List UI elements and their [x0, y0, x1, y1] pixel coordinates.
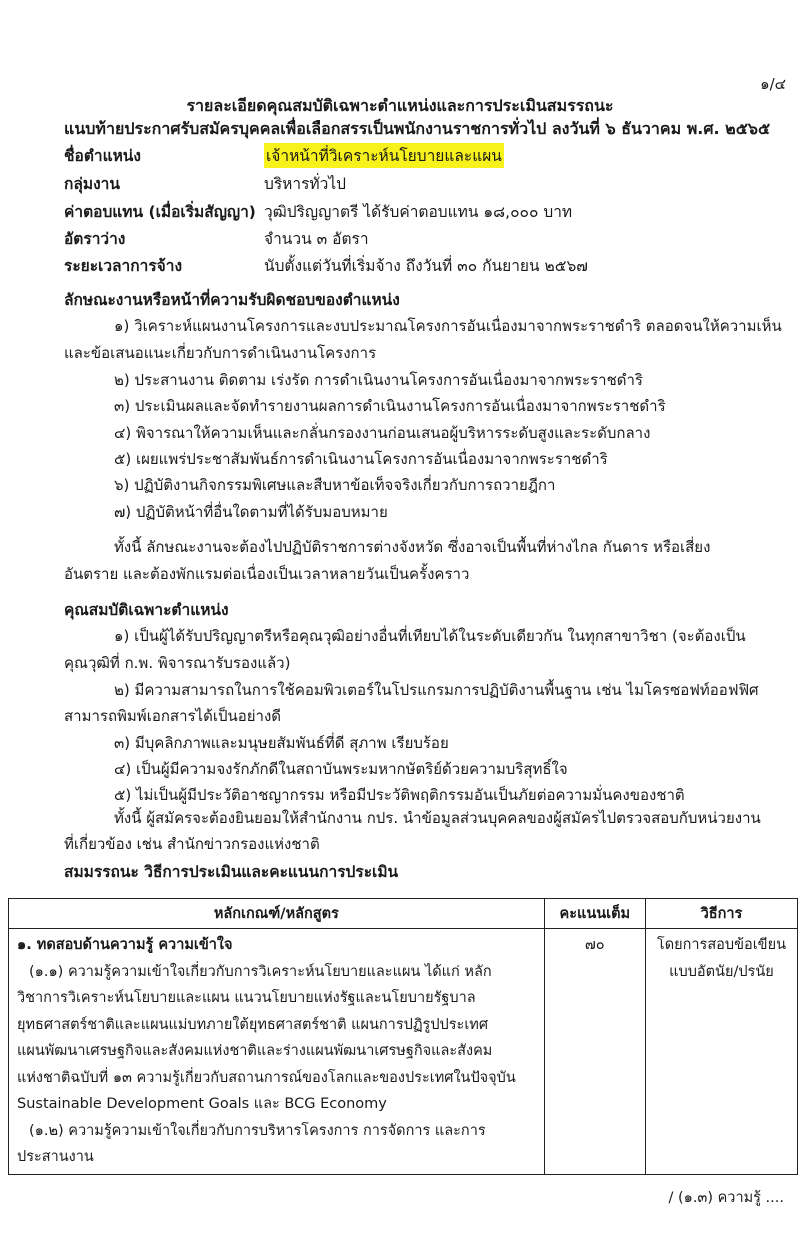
score-cell	[544, 929, 645, 1175]
info-label: ชื่อตำแหน่ง	[64, 147, 141, 165]
qualification-item: ๕) ไม่เป็นผู้มีประวัติอาชญากรรม หรือมีประวัติพฤติกรรมอันเป็นภัยต่อความมั่นคงของชาติ	[114, 786, 685, 804]
duty-item: ๔) พิจารณาให้ความเห็นและกลั่นกรองงานก่อนเสนอผู้บริหารระดับสูงและระดับกลาง	[114, 424, 651, 442]
duties-heading: ลักษณะงานหรือหน้าที่ความรับผิดชอบของตำแหน่ง	[64, 291, 400, 309]
criteria-line: ยุทธศาสตร์ชาติและแผนแม่บทภายใต้ยุทธศาสตร์ชาติ แผนการปฏิรูปประเทศ	[17, 1016, 489, 1033]
header-method: วิธีการ	[645, 899, 797, 929]
assessment-table	[8, 898, 798, 1175]
info-row-employment-period	[64, 253, 588, 278]
qualification-item: ๓) มีบุคลิกภาพและมนุษยสัมพันธ์ที่ดี สุภาพ เรียบร้อย	[114, 734, 449, 752]
criteria-title: ๑. ทดสอบด้านความรู้ ความเข้าใจ	[17, 937, 233, 953]
qualification-item-continued: คุณวุฒิที่ ก.พ. พิจารณารับรองแล้ว)	[64, 654, 291, 672]
criteria-cell	[9, 929, 545, 1175]
page-number: ๑/๔	[760, 75, 786, 93]
duties-note-continued: อันตราย และต้องพักแรมต่อเนื่องเป็นเวลาหลายวันเป็นครั้งคราว	[64, 565, 470, 583]
table-row	[9, 929, 798, 1175]
criteria-line: แผนพัฒนาเศรษฐกิจและสังคมแห่งชาติและร่างแผนพัฒนาเศรษฐกิจและสังคม	[17, 1043, 493, 1059]
info-label: ระยะเวลาการจ้าง	[64, 257, 183, 275]
duty-item: ๓) ประเมินผลและจัดทำรายงานผลการดำเนินงานโครงการอันเนื่องมาจากพระราชดำริ	[114, 397, 666, 415]
criteria-line: แห่งชาติฉบับที่ ๑๓ ความรู้เกี่ยวกับสถานการณ์ของโลกและของประเทศในปัจจุบัน	[17, 1069, 516, 1086]
criteria-line: Sustainable Development Goals และ BCG Economy	[17, 1096, 387, 1112]
duty-item: ๗) ปฏิบัติหน้าที่อื่นใดตามที่ได้รับมอบหมาย	[114, 503, 388, 521]
document-subtitle: แนบท้ายประกาศรับสมัครบุคคลเพื่อเลือกสรรเป็นพนักงานราชการทั่วไป ลงวันที่ ๖ ธันวาคม พ.ศ. ๒๕๖๕	[64, 119, 771, 138]
position-name-highlighted: เจ้าหน้าที่วิเคราะห์นโยบายและแผน	[264, 143, 504, 168]
info-row-position	[64, 143, 504, 168]
qualification-item-continued: สามารถพิมพ์เอกสารได้เป็นอย่างดี	[64, 707, 282, 725]
continuation-note: / (๑.๓) ความรู้ ....	[668, 1190, 784, 1206]
info-value: นับตั้งแต่วันที่เริ่มจ้าง ถึงวันที่ ๓๐ กันยายน ๒๕๖๗	[264, 257, 588, 275]
duty-item: ๒) ประสานงาน ติดตาม เร่งรัด การดำเนินงานโครงการอันเนื่องมาจากพระราชดำริ	[114, 371, 643, 389]
info-label: อัตราว่าง	[64, 230, 126, 248]
duties-note: ทั้งนี้ ลักษณะงานจะต้องไปปฏิบัติราชการต่างจังหวัด ซึ่งอาจเป็นพื้นที่ห่างไกล กันดาร หรือเสี่ยง	[114, 538, 711, 556]
qualifications-heading: คุณสมบัติเฉพาะตำแหน่ง	[64, 601, 229, 619]
duty-item: ๖) ปฏิบัติงานกิจกรรมพิเศษและสืบหาข้อเท็จจริงเกี่ยวกับการถวายฎีกา	[114, 476, 556, 494]
info-row-salary	[64, 199, 572, 224]
table-header-row	[9, 899, 798, 929]
duty-item: ๕) เผยแพร่ประชาสัมพันธ์การดำเนินงานโครงการอันเนื่องมาจากพระราชดำริ	[114, 450, 608, 468]
duty-item-continued: และข้อเสนอแนะเกี่ยวกับการดำเนินงานโครงการ	[64, 344, 377, 362]
qualifications-note-continued: ที่เกี่ยวข้อง เช่น สำนักข่าวกรองแห่งชาติ	[64, 835, 320, 853]
qualification-item: ๒) มีความสามารถในการใช้คอมพิวเตอร์ในโปรแกรมการปฏิบัติงานพื้นฐาน เช่น ไมโครซอฟท์ออฟฟิศ	[114, 681, 759, 699]
criteria-line: (๑.๒) ความรู้ความเข้าใจเกี่ยวกับการบริหารโครงการ การจัดการ และการ	[29, 1122, 486, 1139]
info-row-vacancies	[64, 226, 369, 251]
method-line: แบบอัตนัย/ปรนัย	[669, 963, 774, 980]
qualifications-note: ทั้งนี้ ผู้สมัครจะต้องยินยอมให้สำนักงาน กปร. นำข้อมูลส่วนบุคคลของผู้สมัครไปตรวจสอบกับหน่วยงาน	[114, 809, 761, 827]
info-row-group	[64, 171, 346, 196]
duty-item: ๑) วิเคราะห์แผนงานโครงการและงบประมาณโครงการอันเนื่องมาจากพระราชดำริ ตลอดจนให้ความเห็น	[114, 317, 782, 335]
qualification-item: ๑) เป็นผู้ได้รับปริญญาตรีหรือคุณวุฒิอย่างอื่นที่เทียบได้ในระดับเดียวกัน ในทุกสาขาวิชา (จะต้องเป็น	[114, 627, 746, 645]
method-cell	[645, 929, 797, 1175]
criteria-line: (๑.๑) ความรู้ความเข้าใจเกี่ยวกับการวิเคราะห์นโยบายและแผน ได้แก่ หลัก	[29, 963, 492, 980]
criteria-line: ประสานงาน	[17, 1149, 94, 1165]
criteria-line: วิชาการวิเคราะห์นโยบายและแผน แนวนโยบายแห่งรัฐและนโยบายรัฐบาล	[17, 990, 476, 1006]
document-title: รายละเอียดคุณสมบัติเฉพาะตำแหน่งและการประเมินสมรรถนะ	[186, 96, 614, 115]
info-value: วุฒิปริญญาตรี ได้รับค่าตอบแทน ๑๘,๐๐๐ บาท	[264, 203, 573, 221]
full-score-value: ๗๐	[584, 937, 605, 953]
method-line: โดยการสอบข้อเขียน	[656, 937, 786, 953]
qualification-item: ๔) เป็นผู้มีความจงรักภักดีในสถาบันพระมหากษัตริย์ด้วยความบริสุทธิ์ใจ	[114, 760, 568, 778]
header-criteria: หลักเกณฑ์/หลักสูตร	[9, 899, 545, 929]
assessment-heading: สมมรรถนะ วิธีการประเมินและคะแนนการประเมิน	[64, 863, 399, 881]
info-label: ค่าตอบแทน (เมื่อเริ่มสัญญา)	[64, 203, 256, 221]
info-label: กลุ่มงาน	[64, 175, 120, 193]
header-full-score: คะแนนเต็ม	[544, 899, 645, 929]
info-value: บริหารทั่วไป	[264, 175, 346, 193]
info-value: จำนวน ๓ อัตรา	[264, 230, 369, 248]
